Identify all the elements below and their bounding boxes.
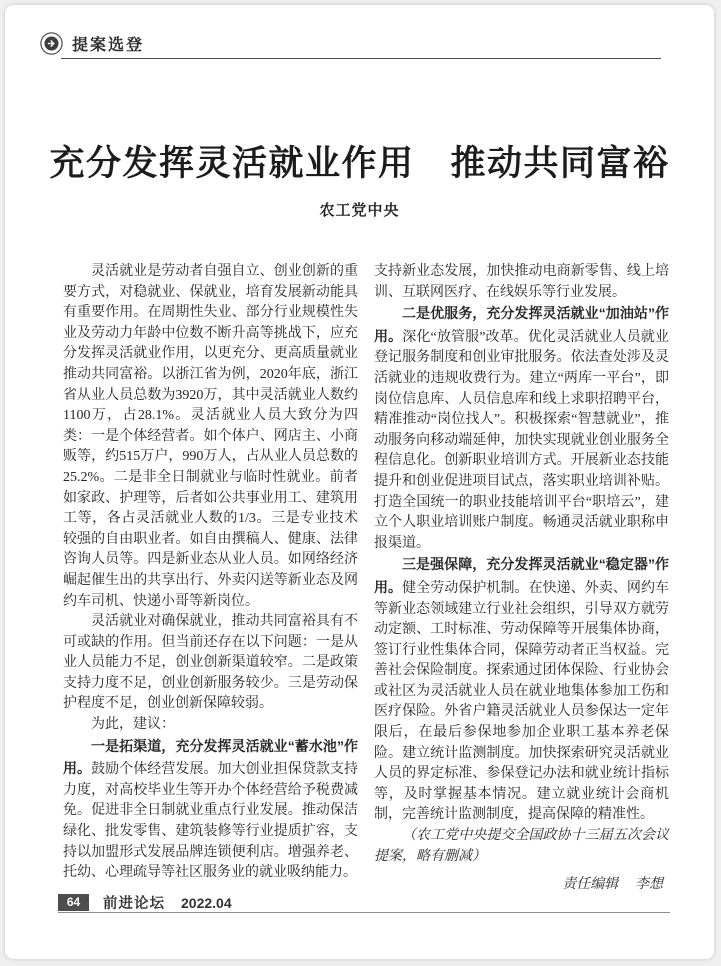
editor-name: 李想	[635, 877, 663, 893]
arrow-circle-icon	[40, 32, 63, 55]
journal-title: 前进论坛	[103, 896, 165, 912]
article-title-part2: 推动共同富裕	[450, 144, 670, 183]
footer	[58, 892, 672, 913]
page-number-badge: 64	[58, 894, 89, 911]
paragraph-text: 灵活就业是劳动者自强自立、创业创新的重要方式，对稳就业、保就业，培育发展新动能具有重要作用。在周期性失业、部分行业规模性失业及劳动力年龄中位数不断升高等挑战下，应充分发挥灵活就业作用，以更充分、更高质量就业推动共同富裕。以浙江省为例，2020年底，浙江省从业人员总数为3920万，其中灵活就业人数约1100万，占28.1%。灵活就业人员大致分为四类：一是个体经营者。如个体户、网店主、小商贩等，约515万户，990万人，占从业人员总数的25.2%。二是非全日制就业与临时性就业。前者如家政、护理等，后者如公共事业用工、建筑用工等，各占灵活就业人数的1/3。三是专业技术较强的自由职业者。如自由撰稿人、健康、法律咨询人员等。四是新业态从业人员。如网络经济崛起催生出的共享出行、外卖闪送等新业态及网约车司机、快递小哥等新岗位。	[63, 264, 358, 609]
paragraph	[63, 736, 358, 884]
paragraph-lead: 三是强保障，充分发挥灵活就业“稳定器”作用。	[374, 556, 669, 595]
paragraph	[374, 554, 669, 826]
paragraph-text: 支持新业态发展，加快推动电商新零售、线上培训、互联网医疗、在线娱乐等行业发展。	[374, 264, 669, 300]
article-title	[49, 136, 669, 186]
scanned-page	[5, 5, 714, 959]
footer-rule	[58, 912, 670, 913]
header-rule	[61, 58, 661, 59]
paragraph-text: 灵活就业对确保就业，推动共同富裕具有不可或缺的作用。但当前还存在以下问题：一是从业人员能力不足，创业创新渠道较窄。二是政策支持力度不足，创业创新服务较少。三是劳动保护程度不足，创业创新保障较弱。	[63, 614, 358, 712]
left-column	[63, 262, 358, 896]
source-note	[374, 826, 669, 867]
journal-issue: 2022.04	[181, 894, 232, 911]
paragraph-text: 为此，建议：	[91, 717, 175, 733]
paragraph	[63, 715, 358, 736]
article-title-part1: 充分发挥灵活就业作用	[49, 144, 415, 183]
paragraph-text: 鼓励个体经营发展。加大创业担保贷款支持力度，对高校毕业生等开办个体经营给予税费减免。促进非全日制就业重点行业发展。推动保洁绿化、批发零售、建筑装修等行业提质扩容，支持以加盟形式发展品牌连锁便利店。增强养老、托幼、心理疏导等社区服务业的就业吸纳能力。	[63, 762, 359, 881]
editor-label: 责任编辑	[562, 877, 619, 893]
paragraph-text: （农工党中央提交全国政协十三届五次会议提案，略有删减）	[374, 828, 669, 864]
paragraph	[374, 262, 669, 303]
right-column	[374, 262, 669, 896]
section-header	[40, 32, 144, 55]
title-block	[5, 136, 714, 220]
section-label: 提案选登	[72, 37, 145, 54]
article-body	[63, 262, 669, 896]
article-author: 农工党中央	[319, 202, 400, 219]
paragraph-lead: 一是拓渠道，充分发挥灵活就业“蓄水池”作用。	[63, 737, 358, 777]
paragraph-text: 健全劳动保护机制。在快递、外卖、网约车等新业态领域建立行业社会组织，引导双方就劳动定额、工时标准、劳动保障等开展集体协商，签订行业性集体合同，保障劳动者正当权益。完善社会保险制度。探索通过团体保险、行业协会或社区为灵活就业人员在就业地集体参加工伤和医疗保险。外省户籍灵活就业人员参保达一定年限后，在最后参保地参加企业职工基本养老保险。建立统计监测制度。加快探索研究灵活就业人员的界定标准、参保登记办法和就业统计指标等，及时掌握基本情况。建立就业统计会商机制，完善统计监测制度，提高保障的精准性。	[374, 580, 670, 823]
paragraph-text: 深化“放管服”改革。优化灵活就业人员就业登记服务制度和创业审批服务。依法查处涉及灵活就业的违规收费行为。建立“两库一平台”，即岗位信息库、人员信息库和线上求职招聘平台，精准推动“岗位找人”。积极探索“智慧就业”，推动服务向移动端延伸，加快实现就业创业服务全程信息化。创新职业培训方式。开展新业态技能提升和创业促进项目试点，落实职业培训补贴。打造全国统一的职业技能培训平台“职培云”，建立个人职业培训账户制度。畅通灵活就业职称申报渠道。	[374, 329, 669, 551]
paragraph-lead: 二是优服务，充分发挥灵活就业“加油站”作用。	[374, 305, 669, 344]
paragraph	[63, 262, 358, 612]
paragraph	[374, 303, 669, 554]
paragraph	[63, 612, 358, 715]
